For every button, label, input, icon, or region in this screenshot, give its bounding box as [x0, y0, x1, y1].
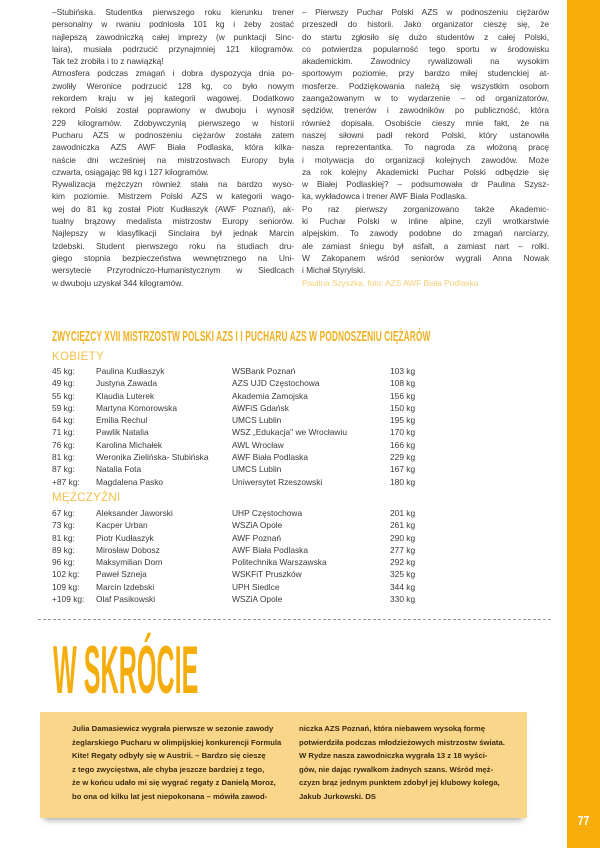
- text-line: naście dni wcześniej na mistrzostwach Europy była: [52, 154, 294, 165]
- athlete-name: Justyna Zawada: [96, 378, 157, 389]
- text-line: rekord Polski został poprawiony w dwuboju i wynosił: [52, 105, 294, 116]
- result: 156 kg: [390, 390, 416, 401]
- result: 292 kg: [390, 557, 416, 568]
- athlete-name: Olaf Pasikowski: [96, 594, 156, 605]
- text-line: w Białej Podlaskiej? – podsumowała dr Paulina Szysz-: [302, 179, 549, 190]
- weight-class: 96 kg:: [52, 557, 75, 568]
- text-line: żeglarskiego Pucharu w olimpijskiej konkurencji Formula: [72, 737, 282, 747]
- text-line: Jakub Jurkowski. DS: [299, 791, 376, 801]
- athlete-name: Pawlik Natalia: [96, 427, 149, 438]
- text-line: mosferze. Podziękowania należą się wszystkim osobom: [302, 80, 549, 91]
- club: WSKFiT Pruszków: [232, 569, 302, 580]
- club: WSBank Poznań: [232, 366, 296, 376]
- text-line: że w końcu udało mi się wygrać regaty z Danielą Moroz,: [72, 778, 276, 787]
- text-line: wej do 81 kg został Piotr Kudłaszyk (AWF Poznań), ak-: [52, 203, 294, 214]
- text-line: zwoliły Weronice podrzucić 128 kg, co było nowym: [52, 80, 294, 91]
- text-line: najlepszą zawodniczką całej imprezy (w punktacji Sinc-: [52, 31, 294, 42]
- club: UMCS Lublin: [232, 415, 282, 426]
- athlete-name: Aleksander Jaworski: [96, 508, 173, 518]
- brief-box: [40, 712, 527, 818]
- text-line: ale zamiast śniegu był asfalt, a zamiast nart – rolki.: [302, 240, 549, 251]
- club: Uniwersytet Rzeszowski: [232, 476, 323, 487]
- weight-class: +87 kg:: [52, 476, 80, 487]
- text-line: za rok kolejny Akademicki Puchar Polski odbędzie się: [302, 166, 549, 177]
- men-section-label: MĘŻCZYŹNI: [52, 492, 121, 504]
- result: 108 kg: [390, 378, 416, 389]
- club: AWFiS Gdańsk: [232, 402, 289, 413]
- text-line: Pucharu AZS w podnoszeniu ciężarów została zatem: [52, 129, 294, 140]
- text-line: – Pierwszy Puchar Polski AZS w podnoszeniu ciężarów: [302, 7, 549, 17]
- side-accent-strip: [567, 0, 600, 848]
- athlete-name: Marcin Izdebski: [96, 581, 155, 592]
- brief-left-column: [72, 722, 281, 803]
- result: 229 kg: [390, 452, 416, 463]
- text-line: personalny w rwaniu podniosła 101 kg i żeby zostać: [52, 19, 294, 30]
- text-line: Po raz pierwszy zorganizowano także Akademic-: [302, 203, 549, 214]
- result: 195 kg: [390, 415, 416, 426]
- weight-class: 59 kg:: [52, 402, 75, 413]
- athlete-name: Magdalena Pasko: [96, 476, 164, 487]
- result: 170 kg: [390, 427, 416, 438]
- club: UPH Siedlce: [232, 581, 280, 592]
- club: AWF Poznań: [232, 532, 282, 543]
- article-left-column: [52, 6, 294, 289]
- athlete-name: Natalia Fota: [96, 464, 142, 475]
- dashed-divider: [38, 619, 551, 620]
- club: UMCS Lublin: [232, 464, 282, 475]
- text-line: sędziów, trenerów i zawodników po publiczność, która: [302, 105, 549, 116]
- text-line: do startu zgłosiło się dużo studentów z całej Polski,: [302, 31, 549, 42]
- weight-class: 64 kg:: [52, 415, 75, 426]
- text-line: giego stopnia bezpieczeństwa wewnętrznego na Uni-: [52, 252, 294, 263]
- club: Akademia Zamojska: [232, 390, 308, 401]
- text-line: nasza reprezentantka. To nagroda za włożoną pracę: [302, 142, 549, 153]
- club: WSZiA Opole: [232, 594, 283, 605]
- result: 103 kg: [390, 366, 416, 376]
- text-line: zawodniczka AZS AWF Biała Podlaska, która kilka-: [52, 142, 294, 153]
- athlete-name: Martyna Komorowska: [96, 402, 177, 413]
- result: 344 kg: [390, 581, 416, 592]
- athlete-name: Paulina Kudłaszyk: [96, 366, 165, 376]
- club: AWL Wrocław: [232, 439, 284, 450]
- athlete-name: Piotr Kudłaszyk: [96, 532, 154, 543]
- athlete-name: Maksymilian Dorn: [96, 557, 163, 568]
- club: UHP Częstochowa: [232, 508, 303, 518]
- weight-class: 102 kg:: [52, 569, 80, 580]
- text-line: ka, wykładowca i trener AWF Biała Podlaska.: [302, 191, 468, 202]
- result: 261 kg: [390, 520, 416, 531]
- athlete-name: Mirosław Dobosz: [96, 544, 160, 555]
- text-line: potwierdziła podczas młodzieżowych mistrzostw świata.: [299, 737, 505, 747]
- weight-class: 71 kg:: [52, 427, 75, 438]
- weight-class: 45 kg:: [52, 366, 75, 376]
- text-line: Kite! Regaty odbyły się w Austrii. – Bardzo się cieszę: [72, 751, 266, 760]
- text-line: przeszedł do historii. Jako organizator cieszę się, że: [302, 19, 549, 30]
- club: AWF Biała Podlaska: [232, 544, 309, 555]
- weight-class: 89 kg:: [52, 544, 75, 555]
- text-line: co potwierdza popularność tego sportu w środowisku: [302, 43, 549, 54]
- text-line: rekordem kraju w jej kategorii wagowej. Dodatkowo: [52, 93, 294, 104]
- text-line: czyzn brąz jednym punktem zdobył jej klubowy kolega,: [299, 778, 500, 787]
- text-line: i motywacja do organizacji kolejnych zawodów. Może: [302, 154, 549, 165]
- club: AZS UJD Częstochowa: [232, 378, 320, 389]
- text-line: wersytecie Przyrodniczo-Humanistycznym w Siedlcach: [52, 265, 294, 276]
- text-line: gów, nie dając rywalkom żadnych szans. Wśród męż-: [299, 764, 494, 774]
- weight-class: 49 kg:: [52, 378, 75, 389]
- text-line: Rywalizacja mężczyzn również stała na bardzo wyso-: [52, 179, 294, 190]
- women-section-label: KOBIETY: [52, 351, 104, 363]
- text-line: akademickim. Zawodnicy rywalizowali na wysokim: [302, 56, 549, 67]
- text-line: i Michał Styrylski.: [302, 265, 366, 276]
- athlete-name: Kacper Urban: [96, 520, 148, 531]
- athlete-name: Paweł Szneja: [96, 569, 147, 580]
- text-line: w dwuboju uzyskał 344 kilogramów.: [52, 277, 184, 288]
- result: 150 kg: [390, 402, 416, 413]
- result: 201 kg: [390, 508, 416, 518]
- weight-class: 87 kg:: [52, 464, 75, 475]
- text-line: alpejskim. To zawody podobne do zmagań narciarzy,: [302, 228, 549, 239]
- weight-class: 76 kg:: [52, 439, 75, 450]
- text-line: laira), musiała podrzucić przynajmniej 121 kilogramów.: [52, 43, 294, 54]
- brief-right-column: [299, 722, 505, 803]
- club: Politechnika Warszawska: [232, 557, 327, 568]
- result: 330 kg: [390, 594, 416, 605]
- weight-class: 73 kg:: [52, 520, 75, 531]
- athlete-name: Emilia Rechul: [96, 415, 148, 426]
- result: 290 kg: [390, 532, 416, 543]
- results-title: ZWYCIĘZCY XVII MISTRZOSTW POLSKI AZS I I PUCHARU AZS W PODNOSZENIU CIĘŻARÓW: [52, 328, 431, 345]
- text-line: naszej siłowni padł rekord Polski, który ustanowiła: [302, 129, 549, 140]
- text-line: Tak też zrobiła i to z nawiązką!: [52, 56, 164, 67]
- page-number: 77: [577, 813, 590, 828]
- text-line: W Rydze nasza zawodniczka wygrała 13 z 18 wyści-: [299, 751, 488, 760]
- result: 277 kg: [390, 544, 416, 555]
- text-line: czwarta, osiągając 98 kg i 127 kilogramów.: [52, 166, 209, 177]
- weight-class: 67 kg:: [52, 508, 75, 518]
- text-line: kim poziomie. Mistrzem Polski AZS w kategorii wago-: [52, 191, 294, 202]
- text-line: z tego zwycięstwa, ale chyba jeszcze bardziej z tego,: [72, 764, 265, 774]
- text-line: –Stubińska. Studentka pierwszego roku kierunku trener: [52, 7, 294, 17]
- result: 166 kg: [390, 439, 416, 450]
- club: WSZiA Opole: [232, 520, 283, 531]
- brief-title: W SKRÓCIE: [53, 632, 199, 708]
- text-line: niczka AZS Poznań, która niebawem wysoką formę: [299, 724, 485, 733]
- athlete-name: Klaudia Luterek: [96, 390, 155, 401]
- result: 180 kg: [390, 476, 416, 487]
- result: 325 kg: [390, 569, 416, 580]
- athlete-name: Karolina Michałek: [96, 439, 163, 450]
- photo-caption: Paulina Szyszka, foto: AZS AWF Biała Podlaska: [302, 277, 479, 288]
- text-line: 229 kilogramów. Zdobywczynią pierwszego w historii: [52, 117, 294, 128]
- article-right-column: [302, 6, 549, 289]
- club: WSZ „Edukacja" we Wrocławiu: [232, 427, 347, 438]
- text-line: Najlepszy w klasyfikacji Sinclaira był jednak Marcin: [52, 228, 294, 239]
- text-line: bo ona od kilku lat jest niepokonana – mówiła zawod-: [72, 791, 268, 801]
- text-line: również dopisała. Osobiście cieszy mnie fakt, że na: [302, 117, 549, 128]
- weight-class: 81 kg:: [52, 452, 75, 463]
- result: 167 kg: [390, 464, 416, 475]
- club: AWF Biała Podlaska: [232, 452, 309, 463]
- text-line: W Zakopanem wśród seniorów wygrali Anna Nowak: [302, 252, 549, 263]
- athlete-name: Weronika Zielińska- Stubińska: [96, 452, 209, 463]
- weight-class: 55 kg:: [52, 390, 75, 401]
- text-line: ki Puchar Polski w inline alpine, czyli wrotkarstwie: [302, 216, 549, 227]
- text-line: Izdebski. Student pierwszego roku na studiach dru-: [52, 240, 294, 251]
- text-line: Julia Damasiewicz wygrała pierwsze w sezonie zawody: [72, 724, 274, 733]
- weight-class: 109 kg:: [52, 581, 80, 592]
- weight-class: 81 kg:: [52, 532, 75, 543]
- text-line: sportowym poziomie, przy bardzo miłej studenckiej at-: [302, 68, 549, 79]
- text-line: Atmosfera podczas zmagań i dobra dyspozycja dnia po-: [52, 68, 294, 79]
- weight-class: +109 kg:: [52, 594, 85, 605]
- text-line: zaangażowanym w to wydarzenie – od organizatorów,: [302, 93, 549, 104]
- text-line: tualny brązowy medalista mistrzostw Europy seniorów.: [52, 216, 294, 227]
